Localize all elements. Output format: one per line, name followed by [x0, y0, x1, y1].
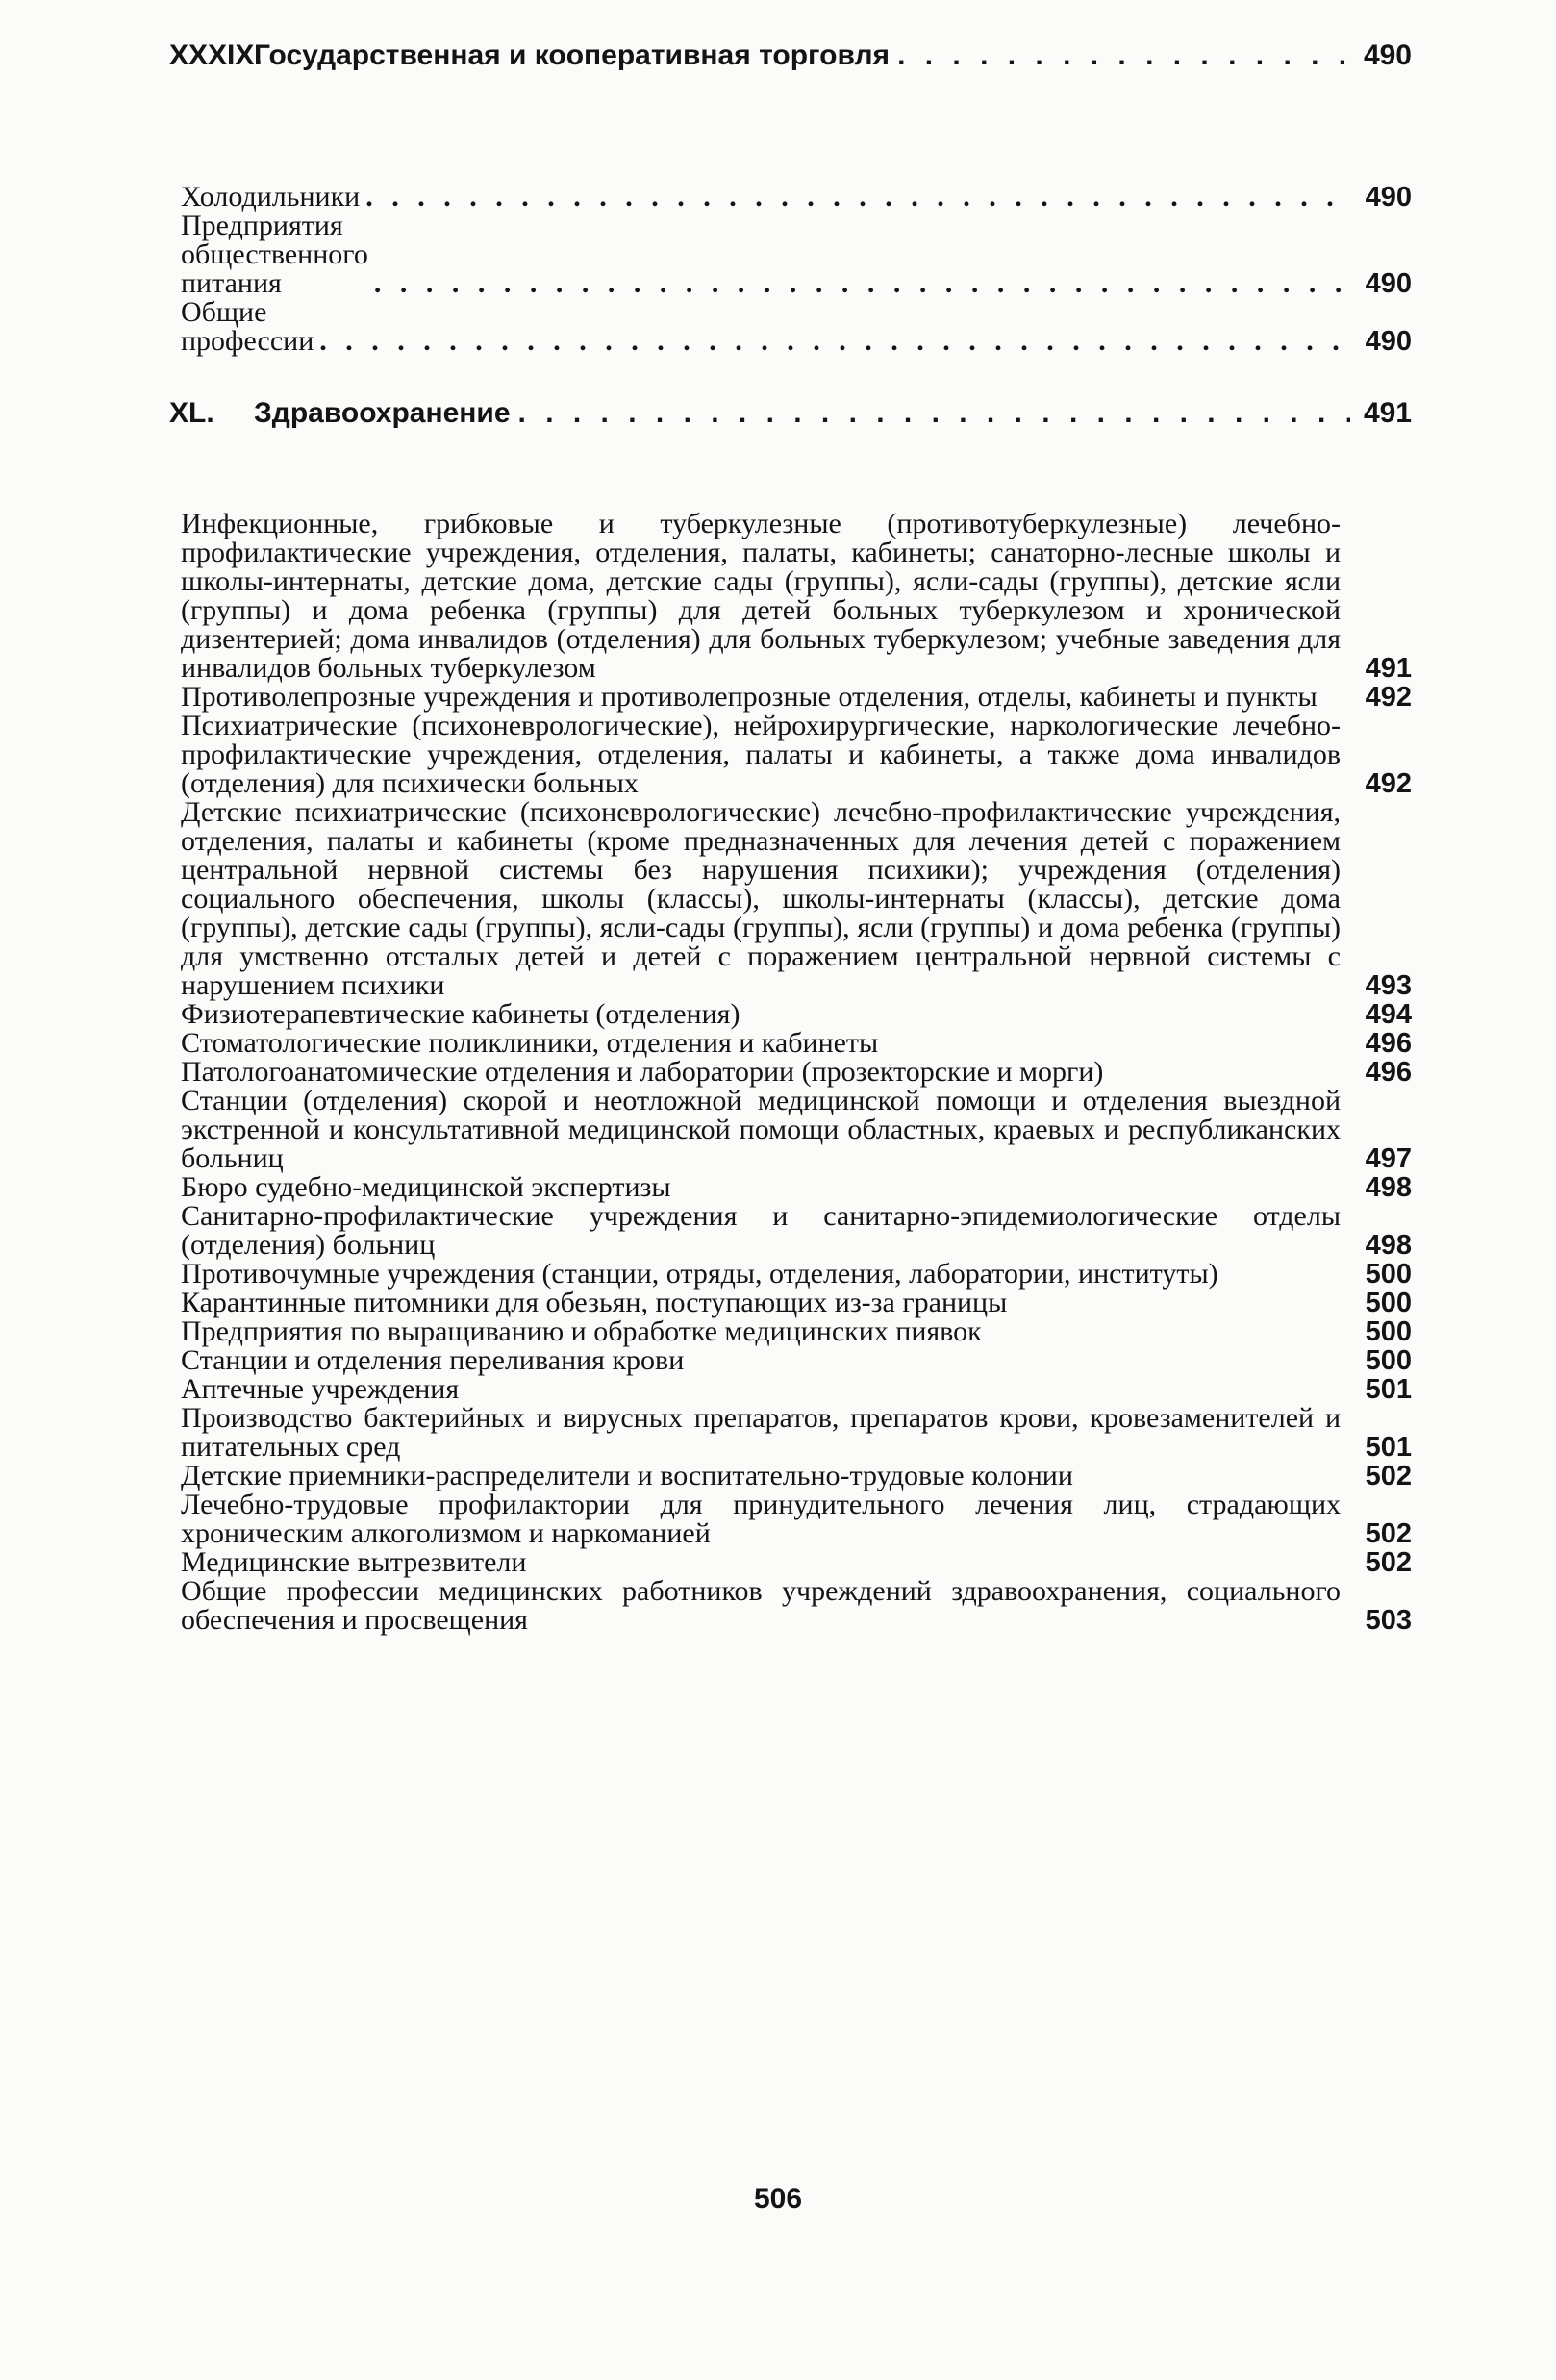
- toc-entry: [181, 798, 1412, 1000]
- toc-entry: [181, 1173, 1412, 1202]
- toc-entry-text: Станции и отделения переливания крови: [181, 1344, 685, 1376]
- toc-entry: [181, 1548, 1412, 1577]
- toc-entry: [181, 1577, 1412, 1635]
- toc-entry: [181, 298, 1412, 356]
- toc-entry-page: 490: [1365, 326, 1412, 357]
- toc-entry-text: Инфекционные, грибковые и туберкулезные (противотуберкулезные) лечебно-профилактические учреждения, отделения, палаты, кабинеты; санаторно-лесные школы и школы-интернаты, детские дома, детские сады (группы), ясли-сады (группы), детские ясли (группы) и дома ребенка (группы) для детей больных туберкулезом и хронической дизентерией; дома инвалидов (отделения) для больных туберкулезом; учебные заведения для инвалидов больных туберкулезом: [181, 508, 1341, 684]
- toc-entry: [181, 1375, 1412, 1404]
- toc-entry-text: Лечебно-трудовые профилактории для принудительного лечения лиц, страдающих хроническим алкоголизмом и наркоманией: [181, 1489, 1341, 1549]
- toc-entry-page: 503: [1365, 1605, 1412, 1636]
- dot-leader: [365, 183, 1352, 212]
- toc-entry: [181, 183, 1412, 212]
- page-number: 506: [753, 2183, 803, 2215]
- toc-entry: [181, 1260, 1412, 1289]
- toc-entry-text: Карантинные питомники для обезьян, поступающих из-за границы: [181, 1287, 1008, 1318]
- toc-entry-text: Противолепрозные учреждения и противолепрозные отделения, отделы, кабинеты и пункты: [181, 681, 1318, 713]
- toc-entry-page: 496: [1365, 1028, 1412, 1059]
- toc-entry: [181, 1491, 1412, 1548]
- toc-entry: [181, 1000, 1412, 1029]
- toc-entry-page: 502: [1365, 1547, 1412, 1578]
- toc-entry-page: 493: [1365, 970, 1412, 1001]
- toc-entry: [181, 1087, 1412, 1173]
- toc-entry: [181, 1202, 1412, 1260]
- toc-entry: [181, 1462, 1412, 1491]
- toc-entry-text: Патологоанатомические отделения и лаборатории (прозекторские и морги): [181, 1056, 1104, 1088]
- toc-entry-text: Предприятия общественного питания: [181, 210, 368, 299]
- toc-entry-page: 490: [1365, 268, 1412, 299]
- toc-entry-page: 502: [1365, 1461, 1412, 1491]
- toc-entry: [181, 712, 1412, 798]
- dot-leader: [897, 37, 1350, 75]
- section-xxxix-items: [181, 183, 1412, 356]
- toc-entry-page: 502: [1365, 1518, 1412, 1549]
- dot-leader: [319, 327, 1352, 356]
- toc-entry: [181, 1029, 1412, 1058]
- toc-entry-text: Производство бактерийных и вирусных препаратов, препаратов крови, кровезаменителей и питательных сред: [181, 1402, 1341, 1463]
- toc-entry-page: 490: [1365, 182, 1412, 213]
- toc-entry-text: Санитарно-профилактические учреждения и санитарно-эпидемиологические отделы (отделения) больниц: [181, 1200, 1341, 1261]
- toc-entry-page: 496: [1365, 1057, 1412, 1088]
- toc-entry-text: Станции (отделения) скорой и неотложной медицинской помощи и отделения выездной экстренной и консультативной медицинской помощи областных, краевых и республиканских больниц: [181, 1085, 1341, 1174]
- toc-entry-text: Детские приемники-распределители и воспитательно-трудовые колонии: [181, 1460, 1073, 1491]
- toc-entry: [181, 1317, 1412, 1346]
- toc-entry-page: 492: [1365, 768, 1412, 799]
- toc-entry-page: 500: [1365, 1345, 1412, 1376]
- toc-entry-text: Предприятия по выращиванию и обработке медицинских пиявок: [181, 1315, 982, 1347]
- toc-entry-text: Аптечные учреждения: [181, 1373, 460, 1405]
- toc-entry-page: 494: [1365, 999, 1412, 1030]
- toc-entry: [181, 212, 1412, 298]
- toc-entry-page: 497: [1365, 1143, 1412, 1174]
- toc-entry: [181, 1058, 1412, 1087]
- toc-entry-text: Противочумные учреждения (станции, отряды, отделения, лаборатории, институты): [181, 1258, 1218, 1290]
- toc-entry: [181, 683, 1412, 712]
- section-heading-xxxix: [169, 37, 1412, 75]
- toc-entry-page: 500: [1365, 1288, 1412, 1318]
- toc-entry: [181, 510, 1412, 683]
- toc-entry-text: Детские психиатрические (психоневрологические) лечебно-профилактические учреждения, отделения, палаты и кабинеты (кроме предназначенных для лечения детей с поражением центральной нервной системы без нарушения психики); учреждения (отделения) социального обеспечения, школы (классы), школы-интернаты (классы), детские дома (группы), детские сады (группы), ясли-сады (группы), ясли (группы) и дома ребенка (группы) для умственно отсталых детей и детей с поражением центральной нервной системы с нарушением психики: [181, 796, 1341, 1001]
- toc-entry-text: Медицинские вытрезвители: [181, 1546, 527, 1578]
- section-title: Здравоохранение: [254, 397, 511, 429]
- toc-entry-text: Психиатрические (психоневрологические), нейрохирургические, наркологические лечебно-профилактические учреждения, отделения, палаты и кабинеты, а также дома инвалидов (отделения) для психически больных: [181, 710, 1341, 799]
- toc-entry-page: 491: [1365, 653, 1412, 684]
- toc-entry-text: Физиотерапевтические кабинеты (отделения): [181, 998, 740, 1030]
- toc-entry-page: 498: [1365, 1172, 1412, 1203]
- toc-entry-text: Общие профессии: [181, 296, 314, 357]
- section-page: 490: [1363, 39, 1412, 71]
- toc-entry-text: Общие профессии медицинских работников учреждений здравоохранения, социального обеспечения и просвещения: [181, 1575, 1341, 1636]
- toc-entry-page: 501: [1365, 1374, 1412, 1405]
- toc-entry-page: 498: [1365, 1230, 1412, 1261]
- section-page: 491: [1363, 397, 1412, 429]
- toc-entry: [181, 1404, 1412, 1462]
- toc-entry-text: Холодильники: [181, 181, 361, 213]
- section-title: Государственная и кооперативная торговля: [254, 39, 891, 71]
- section-heading-xl: [169, 394, 1412, 433]
- toc-entry-page: 492: [1365, 682, 1412, 713]
- toc-entry-text: Бюро судебно-медицинской экспертизы: [181, 1171, 671, 1203]
- toc-entry: [181, 1289, 1412, 1317]
- toc-entry-page: 500: [1365, 1316, 1412, 1347]
- dot-leader: [374, 269, 1352, 298]
- toc-entry-page: 500: [1365, 1259, 1412, 1290]
- section-numeral: XXXIX.: [169, 39, 263, 71]
- toc-entry: [181, 1346, 1412, 1375]
- toc-entry-text: Стоматологические поликлиники, отделения и кабинеты: [181, 1027, 879, 1059]
- dot-leader: [518, 394, 1350, 433]
- section-numeral: XL.: [169, 397, 214, 429]
- section-xl-items: [181, 510, 1412, 1635]
- toc-entry-page: 501: [1365, 1432, 1412, 1463]
